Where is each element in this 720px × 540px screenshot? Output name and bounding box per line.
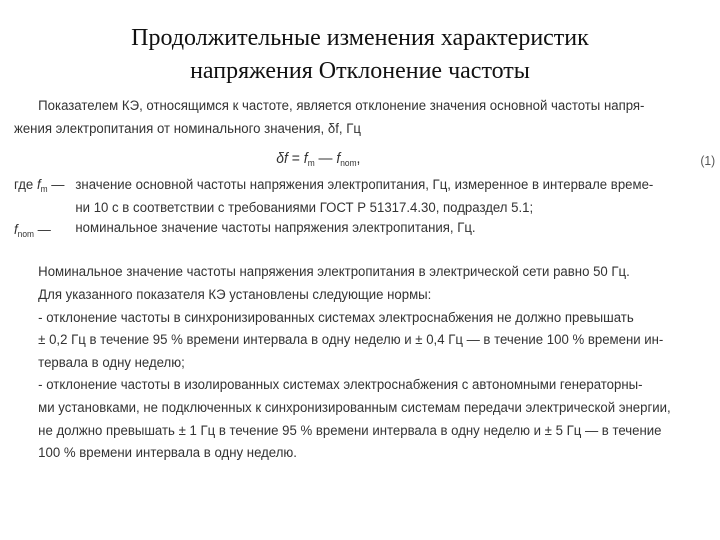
- equation-number: (1): [700, 153, 716, 169]
- intro-line-1: Показателем КЭ, относящимся к частоте, является отклонение значения основной частоты напря-: [38, 98, 645, 114]
- formula-minus: —: [314, 150, 337, 168]
- definition-fnom: [14, 219, 665, 243]
- formula-fm-sub: m: [307, 158, 315, 169]
- formula-end: ,: [356, 150, 361, 168]
- document-excerpt: [14, 95, 716, 465]
- definition-fnom-text: номинальное значение частоты напряжения электропитания, Гц.: [75, 220, 476, 237]
- body-line-3: - отклонение частоты в синхронизированных системах электроснабжения не должно превышать: [38, 309, 634, 326]
- body-line-4: ± 0,2 Гц в течение 95 % времени интервала в одну неделю и ± 0,4 Гц — в течение 100 % времени ин-: [38, 332, 664, 349]
- intro-line-2: жения электропитания от номинального значения, δf, Гц: [14, 120, 361, 137]
- body-line-2: Для указанного показателя КЭ установлены следующие нормы:: [38, 286, 432, 303]
- formula-equals: =: [287, 150, 304, 168]
- body-line-7: ми установками, не подключенных к синхронизированным системам передачи электрической энергии,: [38, 399, 671, 416]
- definition-fm-text-2: ни 10 с в соответствии с требованиями ГОСТ Р 51317.4.30, подраздел 5.1;: [75, 199, 534, 216]
- slide-title-line-1: Продолжительные изменения характеристик: [131, 25, 589, 51]
- formula-fnom: f: [336, 150, 341, 168]
- formula: [276, 148, 360, 175]
- where-prefix: где: [14, 177, 34, 194]
- definition-fm-cont: [14, 197, 665, 220]
- body-line-1: Номинальное значение частоты напряжения электропитания в электрической сети равно 50 Гц.: [38, 264, 630, 281]
- definition-fm-text-1: значение основной частоты напряжения электропитания, Гц, измеренное в интервале време-: [75, 177, 654, 194]
- formula-row: [14, 144, 716, 174]
- slide-title: [0, 22, 720, 88]
- formula-fnom-sub: nom: [340, 158, 357, 169]
- definition-fm-symbol: где $f_m$ —: [14, 177, 65, 195]
- definition-fnom-symbol: $f_{nom}$ —: [14, 222, 51, 240]
- body-line-8: не должно превышать ± 1 Гц в течение 95 % времени интервала в одну неделю и ± 5 Гц — в течение: [38, 422, 662, 439]
- body-line-9: 100 % времени интервала в одну неделю.: [38, 445, 297, 462]
- formula-fm: f: [303, 150, 308, 168]
- formula-lhs: δf: [276, 150, 288, 168]
- slide-title-line-2: напряжения Отклонение частоты: [190, 58, 530, 84]
- definition-fm: [14, 174, 665, 197]
- body-line-6: - отклонение частоты в изолированных системах электроснабжения с автономными генераторны-: [38, 377, 643, 394]
- body-line-5: тервала в одну неделю;: [38, 354, 185, 371]
